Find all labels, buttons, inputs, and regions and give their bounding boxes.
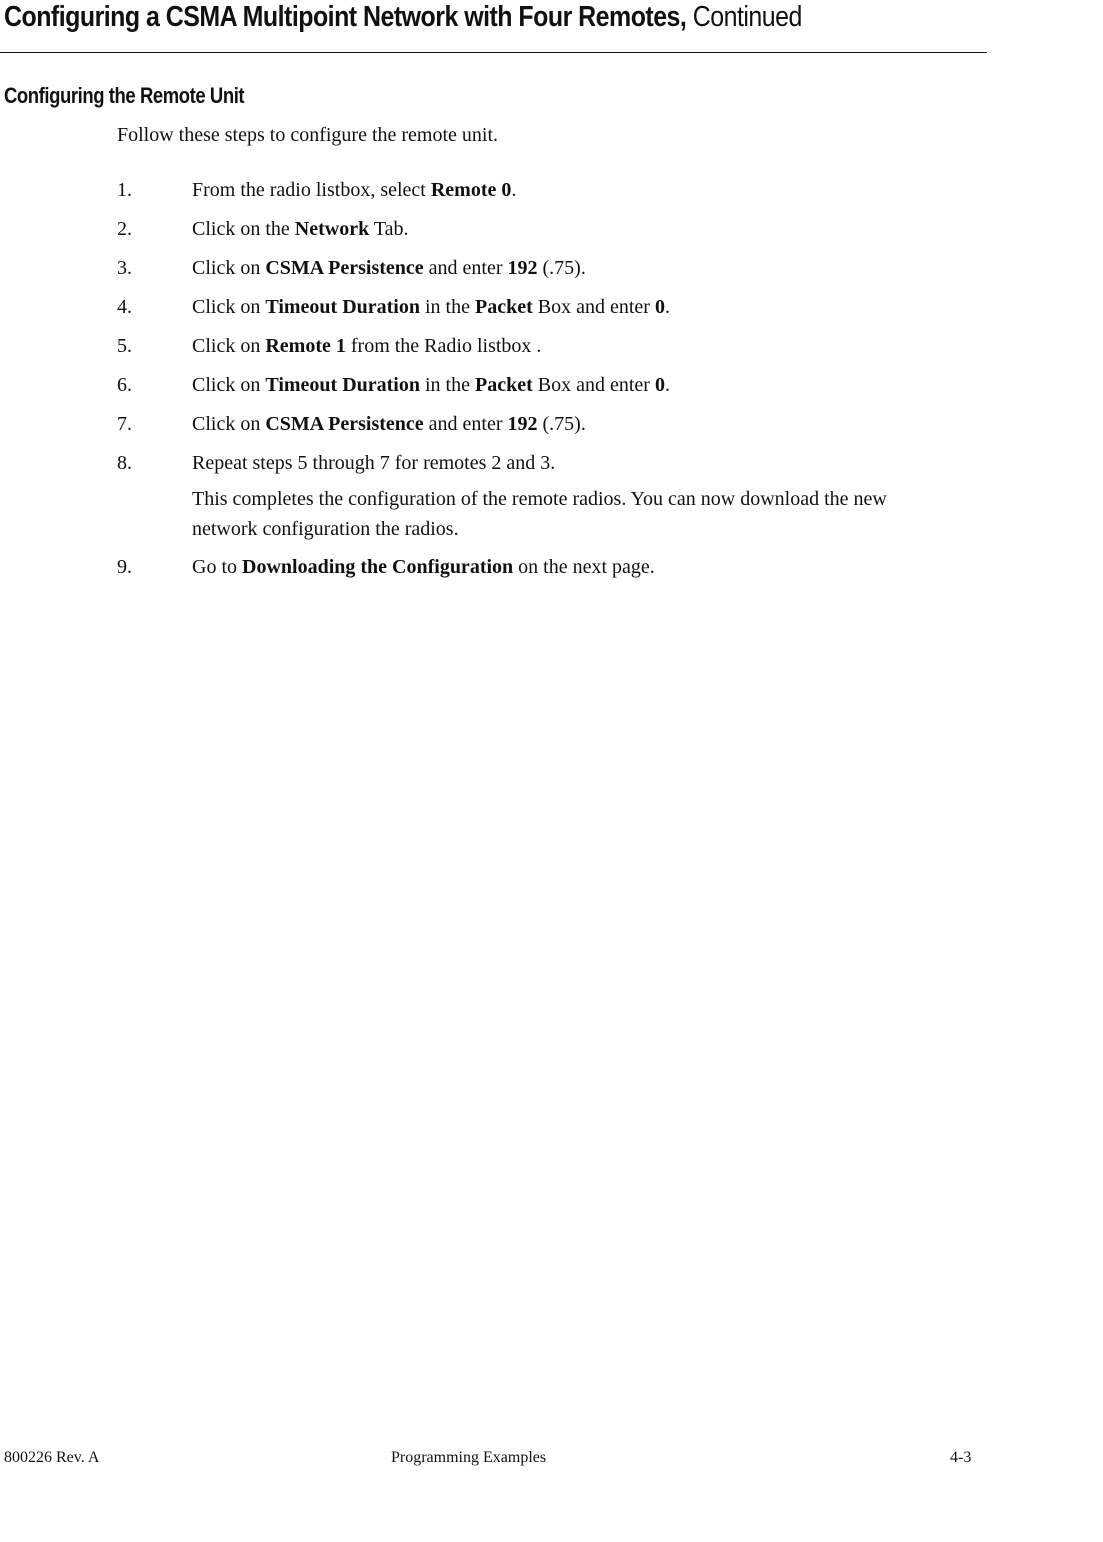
step-text-run: . (511, 179, 517, 201)
step-text-run: Click on (192, 413, 266, 435)
intro-text: Follow these steps to configure the remote unit. (117, 124, 499, 146)
step-text (192, 449, 555, 477)
page-title-main: Configuring a CSMA Multipoint Network with Four Remotes, (4, 1, 687, 33)
step-text-run: in the (419, 374, 475, 396)
step-text-bold: CSMA Persistence (265, 257, 424, 279)
step-text-run: Tab. (369, 218, 409, 240)
footer-chapter: Programming Examples (391, 1449, 547, 1466)
step-text-run: Box and enter (532, 296, 655, 318)
step-number: 2. (117, 218, 132, 240)
step-text-run: (.75). (537, 413, 586, 435)
step-text (192, 553, 655, 581)
step-text-bold: 0 (654, 296, 665, 318)
title-rule (0, 52, 987, 53)
step-text-bold: Remote 0 (430, 179, 512, 201)
section-heading: Configuring the Remote Unit (4, 83, 245, 108)
step-item (117, 410, 977, 449)
step-text-bold: Timeout Duration (265, 374, 420, 396)
footer-page-number: 4-3 (950, 1449, 972, 1466)
step-text-bold: Downloading the Configuration (242, 556, 514, 578)
step-text-run: From the radio listbox, select (192, 179, 431, 201)
step-list (117, 176, 977, 592)
step-text-run: Go to (192, 556, 242, 578)
step-text-run: from the Radio listbox . (345, 335, 542, 357)
step-text-bold: CSMA Persistence (265, 413, 424, 435)
step-text-run: . (664, 296, 670, 318)
step-text (192, 215, 409, 243)
step-text-bold: 192 (507, 413, 538, 435)
page-title-continued: Continued (692, 1, 802, 33)
step-note: This completes the configuration of the remote radios. You can now download the new network configuration the radios. (192, 488, 887, 540)
step-text-run: Click on the (192, 218, 295, 240)
step-item (117, 371, 977, 410)
step-text-run: in the (419, 296, 475, 318)
step-item (117, 215, 977, 254)
step-number: 3. (117, 257, 132, 279)
step-text-run: Click on (192, 296, 266, 318)
step-item (117, 449, 977, 488)
page-title (4, 0, 802, 34)
footer-doc-number: 800226 Rev. A (4, 1449, 100, 1466)
step-text-bold: Packet (474, 296, 533, 318)
step-item (117, 553, 977, 592)
step-text-run: Box and enter (532, 374, 655, 396)
step-number: 4. (117, 296, 132, 318)
step-number: 7. (117, 413, 132, 435)
step-text-bold: Packet (474, 374, 533, 396)
step-text-run: Repeat steps 5 through 7 for remotes 2 and 3. (192, 452, 556, 474)
step-text-bold: 0 (654, 374, 665, 396)
step-text (192, 176, 516, 204)
step-text-bold: Timeout Duration (265, 296, 420, 318)
step-text-bold: 192 (507, 257, 538, 279)
step-number: 5. (117, 335, 132, 357)
step-text-bold: Remote 1 (265, 335, 346, 357)
step-text-run: Click on (192, 335, 266, 357)
step-text (192, 254, 586, 282)
step-text (192, 293, 670, 321)
step-item (117, 176, 977, 215)
step-text-run: Click on (192, 257, 266, 279)
step-text-bold: Network (294, 218, 370, 240)
step-text (192, 371, 670, 399)
step-text-run: (.75). (537, 257, 586, 279)
step-number: 8. (117, 452, 132, 474)
step-item (117, 293, 977, 332)
step-text-run: and enter (423, 257, 508, 279)
step-number: 6. (117, 374, 132, 396)
step-text-run: . (664, 374, 670, 396)
step-item (117, 332, 977, 371)
step-text-run: on the next page. (513, 556, 655, 578)
step-text-run: Click on (192, 374, 266, 396)
step-number: 9. (117, 556, 132, 578)
step-text (192, 410, 586, 438)
step-text (192, 332, 541, 360)
step-text-run: and enter (423, 413, 508, 435)
step-item (117, 254, 977, 293)
step-number: 1. (117, 179, 132, 201)
